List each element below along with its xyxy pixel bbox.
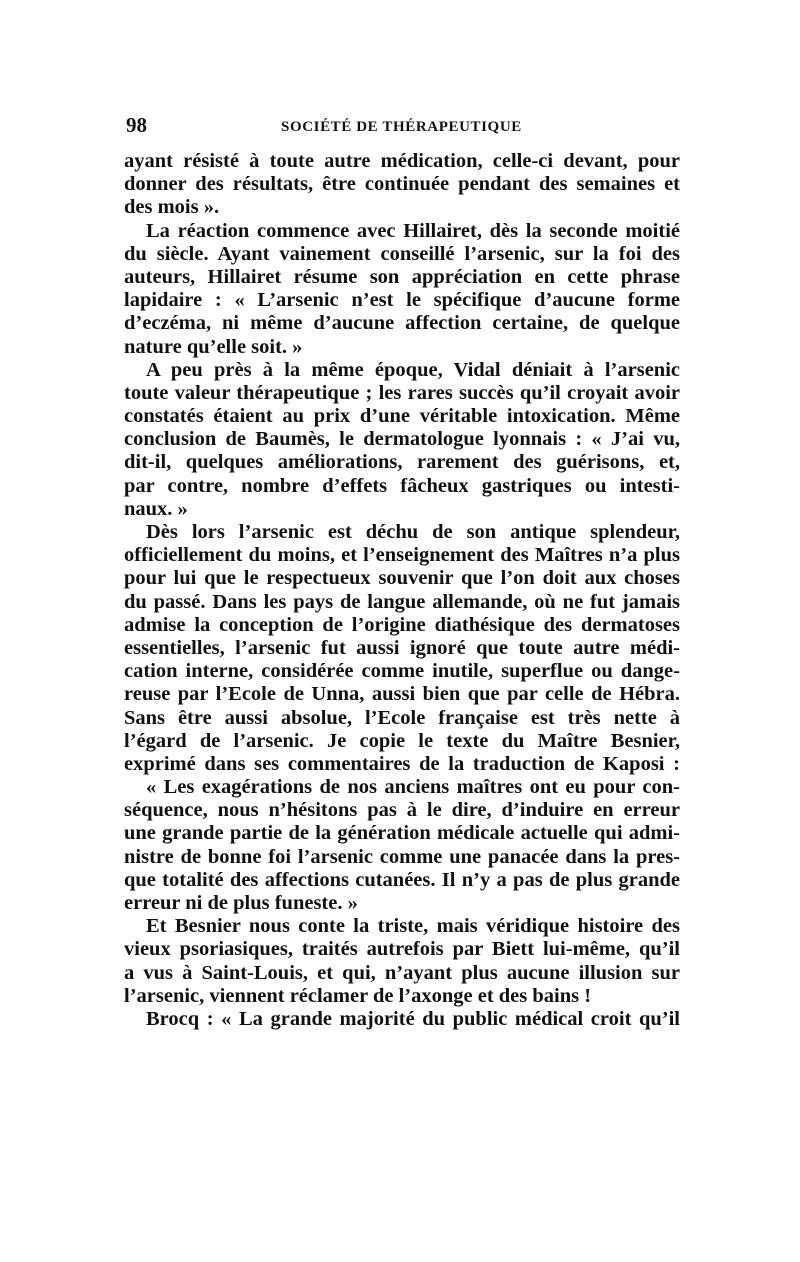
text-line: que totalité des affections cutanées. Il n’y a pas de plus grande xyxy=(124,868,680,891)
text-line: exprimé dans ses commentaires de la traduction de Kaposi : xyxy=(124,752,680,775)
text-line: d’eczéma, ni même d’aucune affection certaine, de quelque xyxy=(124,312,680,335)
text-line: officiellement du moins, et l’enseignement des Maîtres n’a plus xyxy=(124,544,680,567)
text-line: Et Besnier nous conte la triste, mais véridique histoire des xyxy=(146,915,680,938)
text-line: auteurs, Hillairet résume son appréciation en cette phrase xyxy=(124,265,680,288)
page-header xyxy=(126,110,678,140)
text-line: reuse par l’Ecole de Unna, aussi bien que par celle de Hébra. xyxy=(124,683,680,706)
text-line: nistre de bonne foi l’arsenic comme une panacée dans la pres- xyxy=(124,845,680,868)
text-line: Dès lors l’arsenic est déchu de son antique splendeur, xyxy=(146,521,680,543)
running-head: SOCIÉTÉ DE THÉRAPEUTIQUE xyxy=(281,119,522,135)
text-line: l’arsenic, viennent réclamer de l’axonge et des bains ! xyxy=(124,984,592,1007)
page-number: 98 xyxy=(126,113,147,137)
text-line: une grande partie de la génération médicale actuelle qui admi- xyxy=(124,822,680,845)
text-line: ayant résisté à toute autre médication, celle-ci devant, pour xyxy=(124,150,680,172)
text-line: a vus à Saint-Louis, et qui, n’ayant plus aucune illusion sur xyxy=(124,961,680,984)
text-line: Sans être aussi absolue, l’Ecole française est très nette à xyxy=(124,706,680,729)
text-line: La réaction commence avec Hillairet, dès la seconde moitié xyxy=(146,219,680,242)
text-line: cation interne, considérée comme inutile, superflue ou dange- xyxy=(124,660,680,683)
text-line: naux. » xyxy=(124,497,188,520)
text-line: Brocq : « La grande majorité du public médical croit qu’il xyxy=(146,1007,680,1030)
body-text xyxy=(124,150,680,1031)
text-line: « Les exagérations de nos anciens maîtres ont eu pour con- xyxy=(146,776,680,799)
text-line: essentielles, l’arsenic fut aussi ignoré que toute autre médi- xyxy=(124,636,680,659)
text-line: séquence, nous n’hésitons pas à le dire, d’induire en erreur xyxy=(124,799,680,822)
text-line: conclusion de Baumès, le dermatologue lyonnais : « J’ai vu, xyxy=(124,428,680,451)
text-line: nature qu’elle soit. » xyxy=(124,335,303,358)
text-line: l’égard de l’arsenic. Je copie le texte du Maître Besnier, xyxy=(124,729,680,752)
text-line: du siècle. Ayant vainement conseillé l’arsenic, sur la foi des xyxy=(124,242,680,265)
text-line: erreur ni de plus funeste. » xyxy=(124,892,358,914)
text-line: vieux psoriasiques, traités autrefois par Biett lui-même, qu’il xyxy=(124,938,680,961)
text-line: dit-il, quelques améliorations, rarement des guérisons, et, xyxy=(124,451,680,474)
text-line: donner des résultats, être continuée pendant des semaines et xyxy=(124,173,680,196)
text-line: du passé. Dans les pays de langue allemande, où ne fut jamais xyxy=(124,590,680,613)
text-line: admise la conception de l’origine diathésique des dermatoses xyxy=(124,613,680,636)
text-line: constatés étaient au prix d’une véritable intoxication. Même xyxy=(124,405,680,428)
text-line: par contre, nombre d’effets fâcheux gastriques ou intesti- xyxy=(124,474,680,497)
text-line: lapidaire : « L’arsenic n’est le spécifique d’aucune forme xyxy=(124,289,680,312)
text-line: pour lui que le respectueux souvenir que l’on doit aux choses xyxy=(124,567,680,590)
text-line: toute valeur thérapeutique ; les rares succès qu’il croyait avoir xyxy=(124,381,680,404)
text-line: A peu près à la même époque, Vidal déniait à l’arsenic xyxy=(146,358,680,381)
text-line: des mois ». xyxy=(124,196,220,219)
